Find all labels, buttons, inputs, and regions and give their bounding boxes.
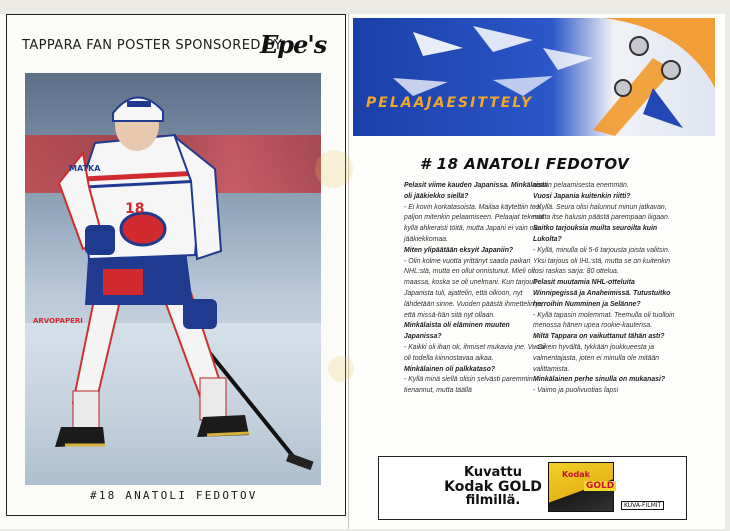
article-column-right <box>533 181 677 397</box>
answer-text: - Kyllä minä siellä olisin selvästi paremmin tienannut, mutta täällä <box>404 376 533 395</box>
ad-line-1: Kuvattu <box>463 465 523 480</box>
question-text: Vuosi Japania kuitenkin riitti? <box>533 192 631 200</box>
article-column-left <box>404 181 549 397</box>
header-banner <box>353 18 715 136</box>
question-text: Pelasit viime kauden Japanissa. Minkälaista oli jääkiekko siellä? <box>404 182 549 200</box>
question-text: Pelasit muutamia NHL-otteluita Winnipegissä ja Anaheimissä. Tutustuitko herroihin Numminen ja Selänne? <box>533 279 671 308</box>
ad-line-2: Kodak GOLD <box>444 479 542 495</box>
paper-stain <box>328 356 354 382</box>
jersey-leg-text: ARVOPAPERI <box>33 317 83 325</box>
answer-text: - Kyllä. Seura olisi halunnut minun jatkavan, mutta itse halusin päästä parempaan liigaan. <box>533 203 670 222</box>
answer-text: - Oikein hyvältä, tykkään joukkueesta ja valmentajasta, joten ei minulla ole mitään valittamista. <box>533 343 660 373</box>
paper-stain <box>315 150 353 188</box>
player-photo <box>25 73 321 485</box>
answer-text: - Kyllä tapasin molemmat. Teemulla oli tuolloin menossa hänen upea rookie-kautensa. <box>533 311 675 330</box>
answer-text: - Olin kolme vuotta yrittänyt saada paikan NHL:stä, mutta en ollut onnistunut. Mieli oli maassa, koska se oli unelmani. Kun tarjous Japanista tuli, ajattelin, että olkoon, nyt lähdetään sinne. Vuoden päästä ihmettelin jo, että missä-hän sitä nyt ollaan. <box>404 257 544 319</box>
answer-text: - Vaimo ja puolivuotias lapsi <box>533 387 619 395</box>
question-text: Minkälainen perhe sinulla on mukanasi? <box>533 376 666 384</box>
poster-title: TAPPARA FAN POSTER SPONSORED BY <box>22 38 283 53</box>
film-box-product: GOLD <box>586 481 615 491</box>
film-box-brand: Kodak <box>562 470 590 479</box>
jersey-sleeve-text: MATKA <box>69 164 101 173</box>
article-title: # 18 ANATOLI FEDOTOV <box>420 155 630 173</box>
answer-text: - Ei kovin korkatasoista. Mailaa käytettiin tosi paljon mitenkin pelaamiseen. Pelaajat tekevät kyllä ahkerasti töitä, mutta Japani ei vain ole jääkiekkomaa. <box>404 203 544 243</box>
ad-line-3: filmillä. <box>465 493 521 508</box>
sponsor-logo: Epe's <box>260 30 327 59</box>
answer-text: - Kyllä, minulla oli 5-6 tarjousta joista valitsin. Yksi tarjous oli IHL:stä, mutta se on kuitenkin tosi raskas sarja: 80 ottelua. <box>533 246 671 276</box>
answer-text: - Kaikki oli ihan ok, ihmiset mukavia jne. Vuosi oli todella kiinnostavaa aikaa. <box>404 343 545 362</box>
question-text: Miltä Tappara on vaikuttanut tähän asti? <box>533 333 665 341</box>
question-text: Saitko tarjouksia muilta seuroilta kuin Lukolta? <box>533 225 658 243</box>
question-text: Miten ylipäätään eksyit Japaniin? <box>404 246 514 254</box>
hockey-player-figure <box>25 73 321 485</box>
banner-graphic <box>353 18 715 136</box>
jersey-number: 18 <box>125 201 145 217</box>
answer-text: nautin pelaamisesta enemmän. <box>533 182 629 189</box>
poster-caption: #18 ANATOLI FEDOTOV <box>90 489 258 502</box>
question-text: Minkälainen oli palkkataso? <box>404 365 496 373</box>
question-text: Minkälaista oli eläminen muuten Japanissa? <box>404 322 510 341</box>
section-label: PELAAJAESITTELY <box>366 95 534 111</box>
ad-slogan <box>433 466 553 508</box>
ad-corner-label: KUVA-FILMIT <box>621 501 664 510</box>
